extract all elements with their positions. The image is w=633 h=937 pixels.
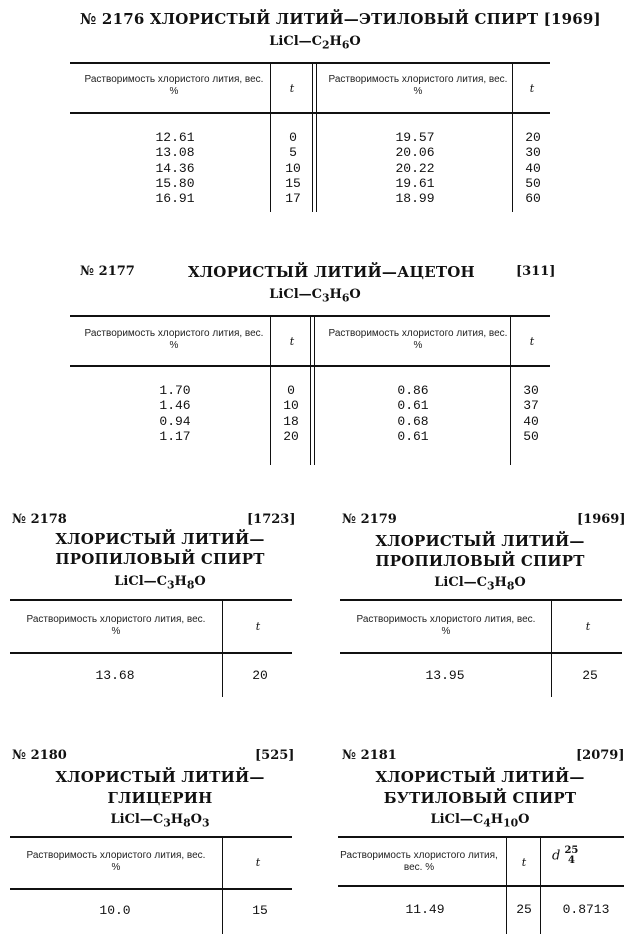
- table-2180-vline: [222, 838, 223, 934]
- table-2179-header-rule: [340, 652, 622, 654]
- table-2178-vline: [222, 601, 223, 697]
- table-2176-vline-3: [316, 64, 317, 212]
- table-2180-number: № 2180: [12, 748, 67, 763]
- table-cell: 16.91: [155, 191, 195, 207]
- table-cell: 20.06: [395, 145, 435, 161]
- table-cell: 14.36: [155, 160, 195, 176]
- table-2181-title-2: БУТИЛОВЫЙ СПИРТ: [383, 789, 577, 807]
- table-2176-top-rule: [70, 62, 550, 64]
- table-cell: 37: [523, 398, 539, 414]
- table-2177-vline-1: [270, 317, 271, 465]
- table-2177-right-t: [514, 383, 548, 444]
- table-2177-col1-header: Растворимость хлористого лития, вес. %: [84, 328, 264, 351]
- table-2177-vline-3: [314, 317, 315, 465]
- table-2176-ref: [1969]: [543, 10, 601, 28]
- table-2180-value: 10.0: [99, 903, 131, 918]
- table-cell: 20.22: [395, 160, 435, 176]
- table-2180-header-rule: [10, 888, 292, 890]
- table-cell: 50: [525, 175, 541, 191]
- table-cell: 10: [285, 160, 301, 176]
- table-cell: 50: [523, 428, 539, 444]
- table-2179-formula: $LiCl—C_3H_8O$: [434, 575, 526, 593]
- table-cell: 0: [287, 383, 295, 398]
- table-2177-left-values: [130, 383, 220, 444]
- table-2177-title: ХЛОРИСТЫЙ ЛИТИЙ—АЦЕТОН: [188, 263, 475, 281]
- table-2181-d-sub: 4: [567, 855, 575, 866]
- table-cell: 20: [283, 428, 299, 444]
- table-2181-col-d: [552, 846, 622, 866]
- table-2177-vline-2: [310, 317, 311, 465]
- table-2179-t-value: 25: [582, 668, 598, 683]
- table-2181-d-value: 0.8713: [562, 902, 610, 917]
- table-cell: 17: [285, 191, 301, 207]
- table-2177-left-t: [276, 383, 306, 444]
- table-2176-right-t: [516, 130, 550, 206]
- table-cell: 18.99: [395, 191, 435, 207]
- table-cell: 19.61: [395, 175, 435, 191]
- table-2176-col1-header: Растворимость хлористого лития, вес. %: [84, 74, 264, 97]
- table-2178-col1-header: Растворимость хлористого лития, вес. %: [26, 614, 206, 637]
- table-2178-value: 13.68: [95, 668, 135, 683]
- table-2181-t-value: 25: [516, 902, 532, 917]
- table-cell: 1.46: [159, 398, 191, 414]
- table-2180-formula: $LiCl—C_3H_8O_3$: [110, 812, 210, 830]
- table-2181-d-symbol: d: [552, 848, 561, 864]
- table-2179-title-1: ХЛОРИСТЫЙ ЛИТИЙ—: [375, 532, 585, 550]
- table-2180-ref: [525]: [255, 748, 295, 763]
- table-cell: 0.61: [397, 398, 429, 414]
- table-2181-col1-header: Растворимость хлористого лития, вес. %: [340, 850, 498, 873]
- table-2176-title: ХЛОРИСТЫЙ ЛИТИЙ—ЭТИЛОВЫЙ СПИРТ: [149, 10, 539, 28]
- table-cell: 13.08: [155, 145, 195, 161]
- table-2176-col2-header: Растворимость хлористого лития, вес. %: [328, 74, 508, 97]
- table-2177-vline-4: [510, 317, 511, 465]
- table-cell: 40: [525, 160, 541, 176]
- table-2178-t-value: 20: [252, 668, 268, 683]
- table-2177-col-t2: t: [529, 335, 535, 348]
- table-2178-formula: $LiCl—C_3H_8O$: [114, 574, 206, 592]
- table-2176-heading: [80, 10, 601, 28]
- table-cell: 19.57: [395, 130, 435, 145]
- table-2176-header-rule: [70, 112, 550, 114]
- table-2181-header-rule: [338, 885, 624, 887]
- table-cell: 0.68: [397, 413, 429, 429]
- table-2178-header-rule: [10, 652, 292, 654]
- table-cell: 0.61: [397, 428, 429, 444]
- table-cell: 20: [525, 130, 541, 145]
- table-2181-title-1: ХЛОРИСТЫЙ ЛИТИЙ—: [375, 768, 585, 786]
- table-2181-vline-2: [540, 838, 541, 934]
- table-2177-col2-header: Растворимость хлористого лития, вес. %: [328, 328, 508, 351]
- table-2181-top-rule: [338, 836, 624, 838]
- table-2176-right-values: [370, 130, 460, 206]
- table-2179-number: № 2179: [342, 512, 397, 527]
- table-2181-d-sup: 25: [564, 845, 579, 856]
- table-2181-ref: [2079]: [576, 748, 625, 763]
- table-2181-col-t: t: [521, 856, 527, 869]
- table-2176-col-t: t: [289, 82, 295, 95]
- table-2181-formula: $LiCl—C_4H_{10}O$: [430, 812, 530, 830]
- table-2181-vline-1: [506, 838, 507, 934]
- table-cell: 30: [523, 383, 539, 398]
- table-2177-ref: [311]: [516, 264, 556, 279]
- table-2177-col-t: t: [289, 335, 295, 348]
- table-cell: 30: [525, 145, 541, 161]
- table-cell: 0: [289, 130, 297, 145]
- table-2179-value: 13.95: [425, 668, 465, 683]
- table-2178-top-rule: [10, 599, 292, 601]
- table-cell: 18: [283, 413, 299, 429]
- table-2176-left-values: [130, 130, 220, 206]
- table-cell: 12.61: [155, 130, 195, 145]
- table-2179-ref: [1969]: [577, 512, 626, 527]
- table-2177-right-values: [368, 383, 458, 444]
- table-cell: 40: [523, 413, 539, 429]
- table-2177-formula: $LiCl—C_3H_6O$: [269, 287, 361, 305]
- table-2180-col1-header: Растворимость хлористого лития, вес. %: [26, 850, 206, 873]
- table-2176-vline-2: [312, 64, 313, 212]
- table-2180-t-value: 15: [252, 903, 268, 918]
- table-2176-formula: $LiCl—C_2H_6O$: [269, 34, 361, 52]
- table-cell: 5: [289, 145, 297, 161]
- table-2181-value: 11.49: [405, 902, 445, 917]
- table-2179-title-2: ПРОПИЛОВЫЙ СПИРТ: [375, 552, 585, 570]
- table-cell: 60: [525, 191, 541, 207]
- table-2179-vline: [551, 601, 552, 697]
- table-2176-vline-4: [512, 64, 513, 212]
- table-2176-number: № 2176: [80, 10, 145, 28]
- table-2178-ref: [1723]: [247, 512, 296, 527]
- table-2180-title-2: ГЛИЦЕРИН: [107, 789, 213, 807]
- table-2181-d-indices: [564, 846, 578, 866]
- table-2178-number: № 2178: [12, 512, 67, 527]
- table-2181-number: № 2181: [342, 748, 397, 763]
- table-2178-title-2: ПРОПИЛОВЫЙ СПИРТ: [55, 550, 265, 568]
- table-2179-col-t: t: [585, 620, 591, 633]
- table-2177-number: № 2177: [80, 264, 135, 279]
- table-2179-top-rule: [340, 599, 622, 601]
- table-cell: 0.86: [397, 383, 429, 398]
- table-cell: 1.70: [159, 383, 191, 398]
- table-2176-left-t: [278, 130, 308, 206]
- table-cell: 15: [285, 175, 301, 191]
- table-2179-col1-header: Растворимость хлористого лития, вес. %: [356, 614, 536, 637]
- table-cell: 0.94: [159, 413, 191, 429]
- table-2180-col-t: t: [255, 856, 261, 869]
- table-2176-vline-1: [270, 64, 271, 212]
- table-cell: 10: [283, 398, 299, 414]
- table-2178-col-t: t: [255, 620, 261, 633]
- table-2178-title-1: ХЛОРИСТЫЙ ЛИТИЙ—: [55, 530, 265, 548]
- table-2176-col-t2: t: [529, 82, 535, 95]
- table-2180-title-1: ХЛОРИСТЫЙ ЛИТИЙ—: [55, 768, 265, 786]
- table-cell: 15.80: [155, 175, 195, 191]
- table-cell: 1.17: [159, 428, 191, 444]
- table-2180-top-rule: [10, 836, 292, 838]
